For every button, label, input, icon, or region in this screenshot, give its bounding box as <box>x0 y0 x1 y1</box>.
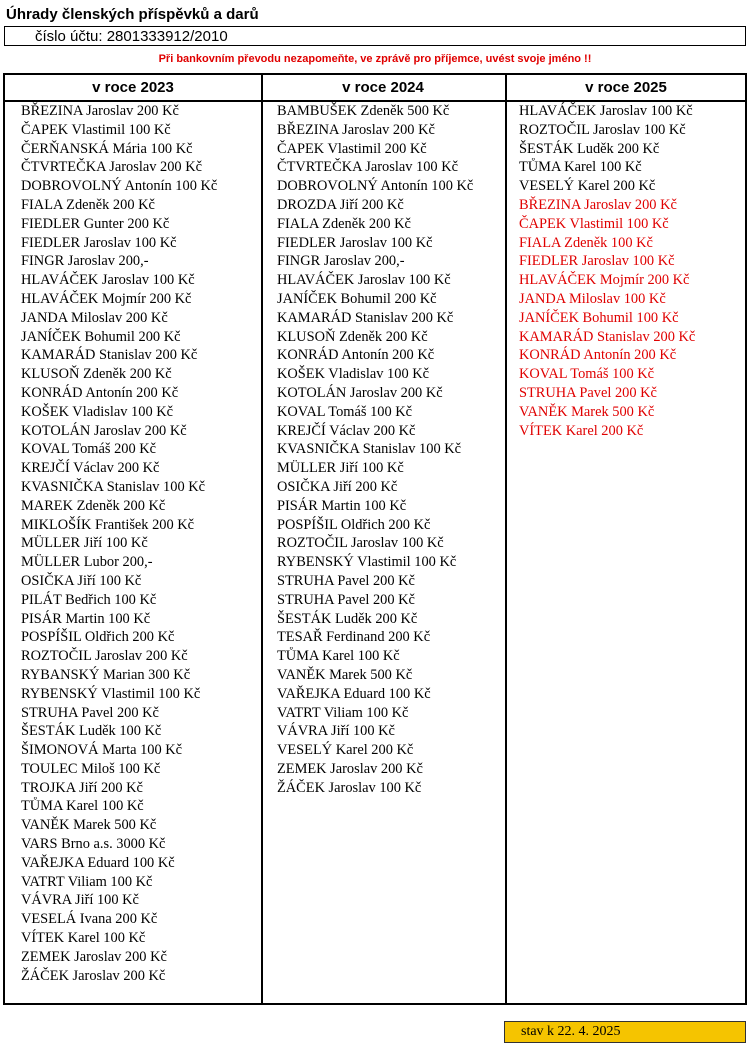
list-item: VAŘEJKA Eduard 100 Kč <box>277 685 431 702</box>
account-box <box>4 26 746 46</box>
list-item: FIEDLER Jaroslav 100 Kč <box>277 234 433 251</box>
list-item: STRUHA Pavel 200 Kč <box>519 384 657 401</box>
list-item: ŠIMONOVÁ Marta 100 Kč <box>21 742 183 759</box>
list-item: BŘEZINA Jaroslav 200 Kč <box>21 103 179 119</box>
status-date: stav k 22. 4. 2025 <box>504 1021 746 1043</box>
list-item: KLUSOŇ Zdeněk 200 Kč <box>21 366 172 383</box>
list-item: KONRÁD Antonín 200 Kč <box>21 384 179 401</box>
list-item: POSPÍŠIL Oldřich 200 Kč <box>21 629 175 646</box>
list-item: VÁVRA Jiří 100 Kč <box>277 723 395 740</box>
list-item: ROZTOČIL Jaroslav 100 Kč <box>519 121 686 138</box>
column-heading-2023: v roce 2023 <box>5 75 261 102</box>
list-item: FINGR Jaroslav 200,- <box>21 253 149 270</box>
list-item: PISÁR Martin 100 Kč <box>21 610 151 627</box>
list-item: KAMARÁD Stanislav 200 Kč <box>21 347 198 364</box>
list-item: KVASNIČKA Stanislav 100 Kč <box>277 441 462 458</box>
account-number: číslo účtu: 2801333912/2010 <box>35 28 228 45</box>
list-item: RYBENSKÝ Vlastimil 100 Kč <box>277 554 457 571</box>
list-item: MIKLOŠÍK František 200 Kč <box>21 516 195 533</box>
list-item: TŮMA Karel 100 Kč <box>277 648 400 665</box>
list-item: RYBENSKÝ Vlastimil 100 Kč <box>21 685 201 702</box>
list-item: ČAPEK Vlastimil 200 Kč <box>277 140 427 157</box>
list-item: OSIČKA Jiří 100 Kč <box>21 572 142 589</box>
entries-list-2024 <box>261 102 505 797</box>
list-item: TŮMA Karel 100 Kč <box>21 798 144 815</box>
list-item: DOBROVOLNÝ Antonín 100 Kč <box>21 178 218 195</box>
list-item: POSPÍŠIL Oldřich 200 Kč <box>277 516 431 533</box>
list-item: FIALA Zdeněk 100 Kč <box>519 234 653 251</box>
list-item: VANĚK Marek 500 Kč <box>21 817 157 834</box>
list-item: VANĚK Marek 500 Kč <box>519 403 655 420</box>
list-item: MÜLLER Lubor 200,- <box>21 554 153 571</box>
list-item: ZEMEK Jaroslav 200 Kč <box>21 948 167 965</box>
list-item: STRUHA Pavel 200 Kč <box>277 572 415 589</box>
list-item: FIALA Zdeněk 200 Kč <box>21 196 155 213</box>
list-item: MÜLLER Jiří 100 Kč <box>21 535 148 552</box>
list-item: VATRT Viliam 100 Kč <box>277 704 409 721</box>
list-item: KOŠEK Vladislav 100 Kč <box>277 366 430 383</box>
list-item: FIALA Zdeněk 200 Kč <box>277 215 411 232</box>
list-item: OSIČKA Jiří 200 Kč <box>277 478 398 495</box>
list-item: KOVAL Tomáš 200 Kč <box>21 441 157 458</box>
payments-table <box>3 73 747 1005</box>
list-item: JANÍČEK Bohumil 200 Kč <box>21 328 181 345</box>
list-item: VANĚK Marek 500 Kč <box>277 666 413 683</box>
entries-list-2023 <box>5 102 261 985</box>
list-item: TŮMA Karel 100 Kč <box>519 159 642 176</box>
list-item: ČAPEK Vlastimil 100 Kč <box>519 215 669 232</box>
list-item: VÍTEK Karel 100 Kč <box>21 930 146 947</box>
list-item: KAMARÁD Stanislav 200 Kč <box>519 328 696 345</box>
entries-list-2025 <box>505 102 747 440</box>
list-item: VESELÝ Karel 200 Kč <box>519 178 656 195</box>
list-item: KREJČÍ Václav 200 Kč <box>277 422 416 439</box>
list-item: JANDA Miloslav 200 Kč <box>21 309 168 326</box>
list-item: BAMBUŠEK Zdeněk 500 Kč <box>277 103 450 119</box>
list-item: STRUHA Pavel 200 Kč <box>277 591 415 608</box>
list-item: KVASNIČKA Stanislav 100 Kč <box>21 478 206 495</box>
column-2023 <box>5 75 263 1003</box>
list-item: ROZTOČIL Jaroslav 200 Kč <box>21 648 188 665</box>
list-item: TOULEC Miloš 100 Kč <box>21 760 161 777</box>
list-item: BŘEZINA Jaroslav 200 Kč <box>519 196 677 213</box>
list-item: FIEDLER Jaroslav 100 Kč <box>21 234 177 251</box>
list-item: ČTVRTEČKA Jaroslav 100 Kč <box>277 159 458 176</box>
list-item: MAREK Zdeněk 200 Kč <box>21 497 166 514</box>
list-item: ŠESTÁK Luděk 200 Kč <box>277 610 418 627</box>
list-item: ŠESTÁK Luděk 200 Kč <box>519 140 660 157</box>
list-item: VATRT Viliam 100 Kč <box>21 873 153 890</box>
list-item: ŠESTÁK Luděk 100 Kč <box>21 723 162 740</box>
list-item: DOBROVOLNÝ Antonín 100 Kč <box>277 178 474 195</box>
list-item: KREJČÍ Václav 200 Kč <box>21 460 160 477</box>
list-item: ŽÁČEK Jaroslav 100 Kč <box>277 779 422 796</box>
list-item: KONRÁD Antonín 200 Kč <box>519 347 677 364</box>
list-item: BŘEZINA Jaroslav 200 Kč <box>277 121 435 138</box>
list-item: FIEDLER Jaroslav 100 Kč <box>519 253 675 270</box>
list-item: KAMARÁD Stanislav 200 Kč <box>277 309 454 326</box>
list-item: ČTVRTEČKA Jaroslav 200 Kč <box>21 159 202 176</box>
list-item: KONRÁD Antonín 200 Kč <box>277 347 435 364</box>
list-item: ZEMEK Jaroslav 200 Kč <box>277 760 423 777</box>
list-item: VESELÁ Ivana 200 Kč <box>21 911 158 928</box>
column-heading-2025: v roce 2025 <box>505 75 747 102</box>
list-item: HLAVÁČEK Jaroslav 100 Kč <box>21 272 195 289</box>
list-item: FINGR Jaroslav 200,- <box>277 253 405 270</box>
list-item: ČERŇANSKÁ Mária 100 Kč <box>21 140 193 157</box>
list-item: VARS Brno a.s. 3000 Kč <box>21 836 166 853</box>
list-item: TESAŘ Ferdinand 200 Kč <box>277 629 431 646</box>
list-item: HLAVÁČEK Jaroslav 100 Kč <box>277 272 451 289</box>
list-item: KLUSOŇ Zdeněk 200 Kč <box>277 328 428 345</box>
page-title: Úhrady členských příspěvků a darů <box>6 6 259 23</box>
list-item: VAŘEJKA Eduard 100 Kč <box>21 854 175 871</box>
payment-notice: Při bankovním převodu nezapomeňte, ve zprávě pro příjemce, uvést svoje jméno !! <box>158 53 592 65</box>
list-item: HLAVÁČEK Mojmír 200 Kč <box>21 290 192 307</box>
list-item: KOVAL Tomáš 100 Kč <box>519 366 655 383</box>
list-item: ČAPEK Vlastimil 100 Kč <box>21 121 171 138</box>
list-item: KOVAL Tomáš 100 Kč <box>277 403 413 420</box>
list-item: JANÍČEK Bohumil 100 Kč <box>519 309 679 326</box>
list-item: MÜLLER Jiří 100 Kč <box>277 460 404 477</box>
list-item: VÁVRA Jiří 100 Kč <box>21 892 139 909</box>
column-2024 <box>261 75 507 1003</box>
list-item: RYBANSKÝ Marian 300 Kč <box>21 666 191 683</box>
list-item: KOTOLÁN Jaroslav 200 Kč <box>277 384 443 401</box>
list-item: PISÁR Martin 100 Kč <box>277 497 407 514</box>
list-item: HLAVÁČEK Mojmír 200 Kč <box>519 272 690 289</box>
column-heading-2024: v roce 2024 <box>261 75 505 102</box>
list-item: PILÁT Bedřich 100 Kč <box>21 591 157 608</box>
list-item: HLAVÁČEK Jaroslav 100 Kč <box>519 103 693 119</box>
list-item: TROJKA Jiří 200 Kč <box>21 779 143 796</box>
list-item: VESELÝ Karel 200 Kč <box>277 742 414 759</box>
list-item: JANÍČEK Bohumil 200 Kč <box>277 290 437 307</box>
list-item: KOTOLÁN Jaroslav 200 Kč <box>21 422 187 439</box>
column-2025 <box>505 75 747 1003</box>
list-item: JANDA Miloslav 100 Kč <box>519 290 666 307</box>
list-item: KOŠEK Vladislav 100 Kč <box>21 403 174 420</box>
list-item: ROZTOČIL Jaroslav 100 Kč <box>277 535 444 552</box>
list-item: ŽÁČEK Jaroslav 200 Kč <box>21 967 166 984</box>
list-item: VÍTEK Karel 200 Kč <box>519 422 644 439</box>
list-item: STRUHA Pavel 200 Kč <box>21 704 159 721</box>
list-item: DROZDA Jiří 200 Kč <box>277 196 404 213</box>
list-item: FIEDLER Gunter 200 Kč <box>21 215 170 232</box>
